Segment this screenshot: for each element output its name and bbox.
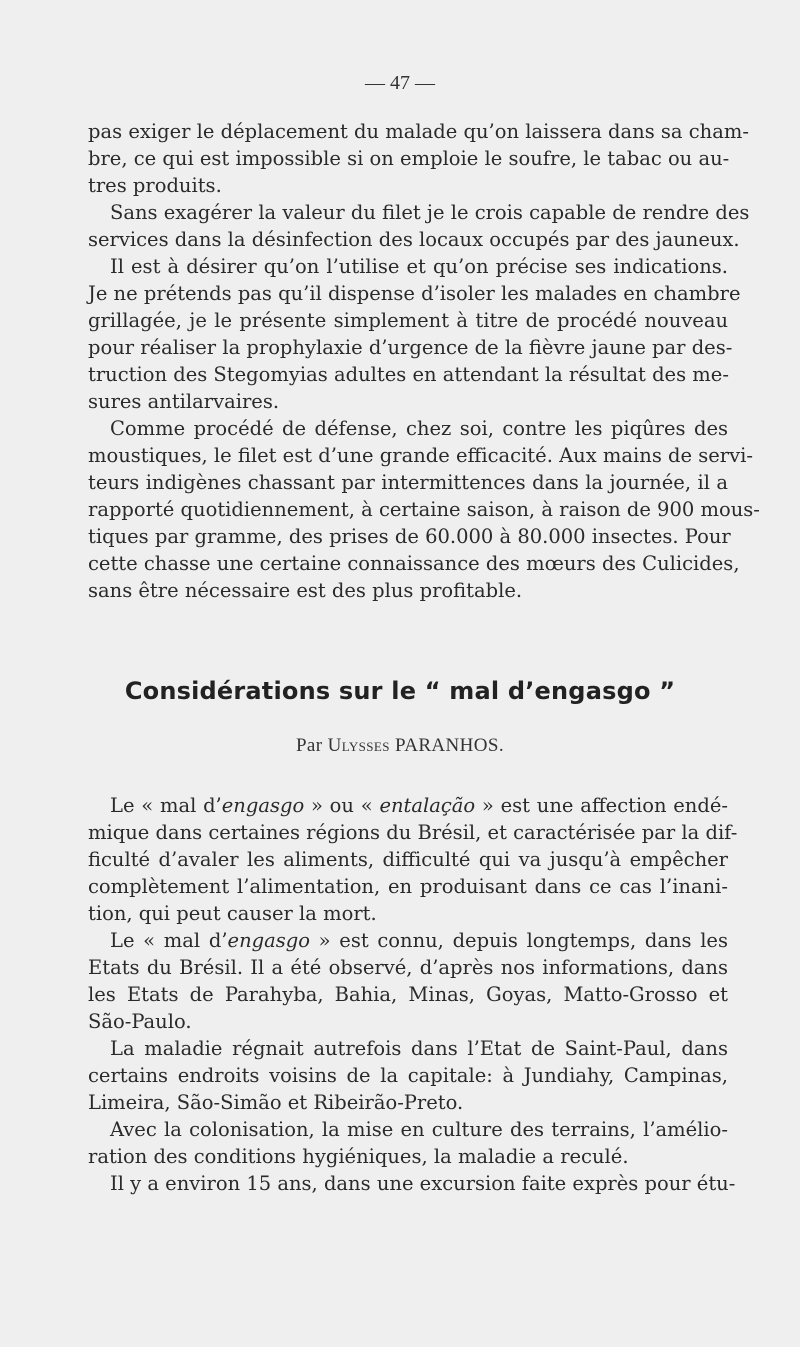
paragraph-4 xyxy=(88,415,760,604)
text-line: São-Paulo. xyxy=(88,1010,192,1033)
paragraph-3 xyxy=(88,253,741,415)
text-line: services dans la désinfection des locaux occupés par des jauneux. xyxy=(88,228,740,251)
paragraph-8 xyxy=(88,1116,728,1170)
paragraph-1 xyxy=(88,118,749,199)
text-line: Il est à désirer qu’on l’utilise et qu’on précise ses indications. xyxy=(110,255,728,278)
paragraph-6 xyxy=(88,927,728,1035)
text-line: les Etats de Parahyba, Bahia, Minas, Goyas, Matto-Grosso et xyxy=(88,983,728,1006)
text-line: Limeira, São-Simão et Ribeirão-Preto. xyxy=(88,1091,464,1114)
text-line: Sans exagérer la valeur du filet je le crois capable de rendre des xyxy=(110,201,750,224)
text-line: sures antilarvaires. xyxy=(88,390,280,413)
text-line: truction des Stegomyias adultes en attendant la résultat des me- xyxy=(88,363,729,386)
text-line: sans être nécessaire est des plus profitable. xyxy=(88,579,523,602)
author-byline xyxy=(0,735,800,757)
paragraph-7 xyxy=(88,1035,728,1116)
text-line: pas exiger le déplacement du malade qu’on laissera dans sa cham- xyxy=(88,120,749,143)
author-surname: PARANHOS. xyxy=(389,735,505,756)
paragraph-2 xyxy=(88,199,750,253)
text-line: tiques par gramme, des prises de 60.000 à 80.000 insectes. Pour xyxy=(88,525,731,548)
byline-prefix: Par xyxy=(295,735,328,756)
text-line: rapporté quotidiennement, à certaine saison, à raison de 900 mous- xyxy=(88,498,760,521)
text-line: pour réaliser la prophylaxie d’urgence de la fièvre jaune par des- xyxy=(88,336,733,359)
text-fragment: » est connu, depuis longtemps, dans les xyxy=(309,929,728,952)
text-line: Etats du Brésil. Il a été observé, d’après nos informations, dans xyxy=(88,956,728,979)
text-line xyxy=(88,927,728,954)
text-line: certains endroits voisins de la capitale: à Jundiahy, Campinas, xyxy=(88,1064,728,1087)
text-line: ration des conditions hygiéniques, la maladie a reculé. xyxy=(88,1145,629,1168)
text-line xyxy=(88,792,728,819)
text-fragment: » ou « xyxy=(304,794,380,817)
italic-term: engasgo xyxy=(221,794,305,817)
text-line: cette chasse une certaine connaissance des mœurs des Culicides, xyxy=(88,552,740,575)
text-line: Je ne prétends pas qu’il dispense d’isoler les malades en chambre xyxy=(88,282,741,305)
text-fragment: Le « mal d’ xyxy=(110,929,228,952)
text-fragment: » est une affection endé- xyxy=(475,794,728,817)
text-line: tres produits. xyxy=(88,174,222,197)
italic-term: entalação xyxy=(379,794,476,817)
text-line: ficulté d’avaler les aliments, difficulté qui va jusqu’à empêcher xyxy=(88,848,728,871)
text-line: La maladie régnait autrefois dans l’Etat de Saint-Paul, dans xyxy=(110,1037,728,1060)
text-line: Comme procédé de défense, chez soi, contre les piqûres des xyxy=(110,417,728,440)
text-line: teurs indigènes chassant par intermittences dans la journée, il a xyxy=(88,471,728,494)
text-line: Il y a environ 15 ans, dans une excursion faite exprès pour étu- xyxy=(110,1172,736,1195)
author-first-name: Ulysses xyxy=(327,735,390,756)
text-line: complètement l’alimentation, en produisant dans ce cas l’inani- xyxy=(88,875,728,898)
text-line: mique dans certaines régions du Brésil, et caractérisée par la dif- xyxy=(88,821,738,844)
page-number: — 47 — xyxy=(365,72,435,94)
italic-term: engasgo xyxy=(227,929,310,952)
text-line: grillagée, je le présente simplement à titre de procédé nouveau xyxy=(88,309,728,332)
paragraph-9 xyxy=(88,1170,736,1197)
text-line: moustiques, le filet est d’une grande efficacité. Aux mains de servi- xyxy=(88,444,753,467)
paragraph-5 xyxy=(88,792,738,927)
text-line: tion, qui peut causer la mort. xyxy=(88,902,377,925)
text-fragment: Le « mal d’ xyxy=(110,794,222,817)
section-heading: Considérations sur le “ mal d’engasgo ” xyxy=(124,677,676,705)
text-line: bre, ce qui est impossible si on emploie le soufre, le tabac ou au- xyxy=(88,147,730,170)
text-line: Avec la colonisation, la mise en culture des terrains, l’amélio- xyxy=(110,1118,728,1141)
